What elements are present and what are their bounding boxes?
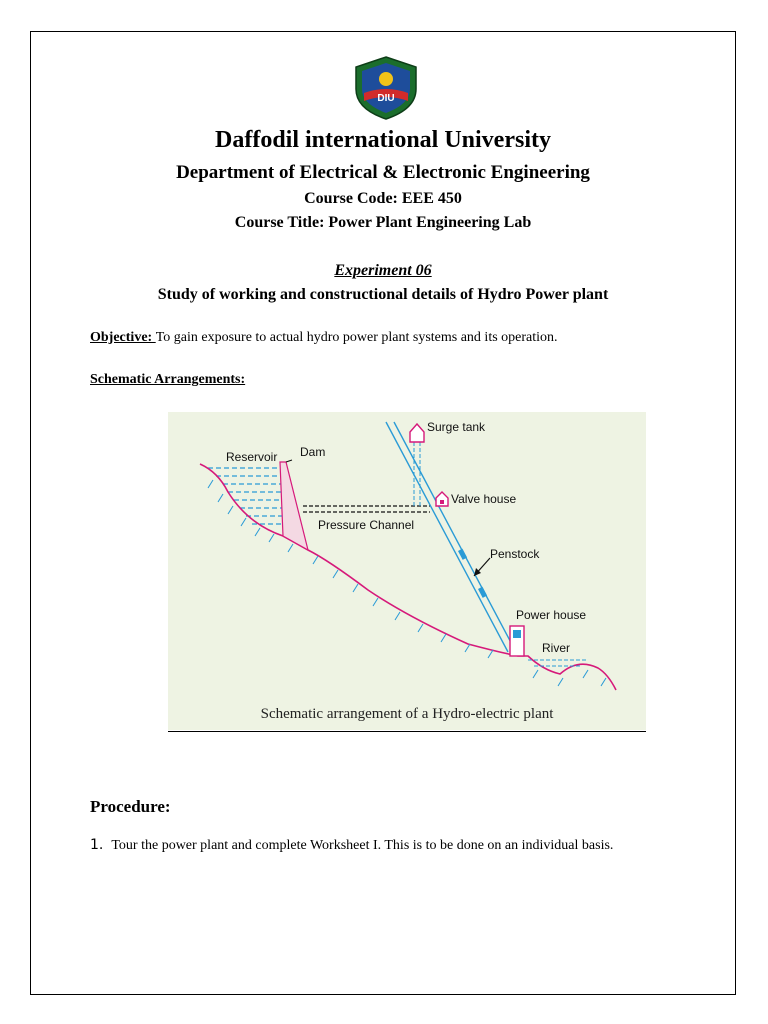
diagram-underline [168,731,646,732]
penstock-label: Penstock [490,547,540,561]
diagram-caption: Schematic arrangement of a Hydro-electric plant [260,706,554,722]
surge-tank-label: Surge tank [427,420,486,434]
course-code: Course Code: EEE 450 [304,190,462,207]
objective-text: To gain exposure to actual hydro power plant systems and its operation. [155,330,558,345]
pressure-channel-label: Pressure Channel [318,518,415,532]
logo-text: DIU [377,93,395,104]
reservoir-label: Reservoir [226,450,278,464]
university-name: Daffodil international University [215,127,551,153]
university-logo [350,55,422,121]
procedure-heading: Procedure: [90,797,171,816]
objective-line [90,330,558,346]
experiment-number: Experiment 06 [334,262,432,279]
hydro-plant-schematic [168,412,646,730]
river-label: River [542,641,571,655]
valve-house-label: Valve house [451,492,517,506]
course-title: Course Title: Power Plant Engineering Lab [234,214,532,231]
step-text: Tour the power plant and complete Worksheet I. This is to be done on an individual basis. [111,838,614,853]
experiment-title: Study of working and constructional details of Hydro Power plant [157,286,609,303]
power-house-icon [510,626,524,656]
step-number: 1. [90,837,104,853]
power-house-label: Power house [516,608,587,622]
schematic-heading: Schematic Arrangements: [90,372,246,387]
department-name: Department of Electrical & Electronic Engineering [176,162,590,183]
objective-label: Objective: [90,330,156,345]
procedure-step-1 [90,837,613,854]
dam-label: Dam [300,445,326,459]
